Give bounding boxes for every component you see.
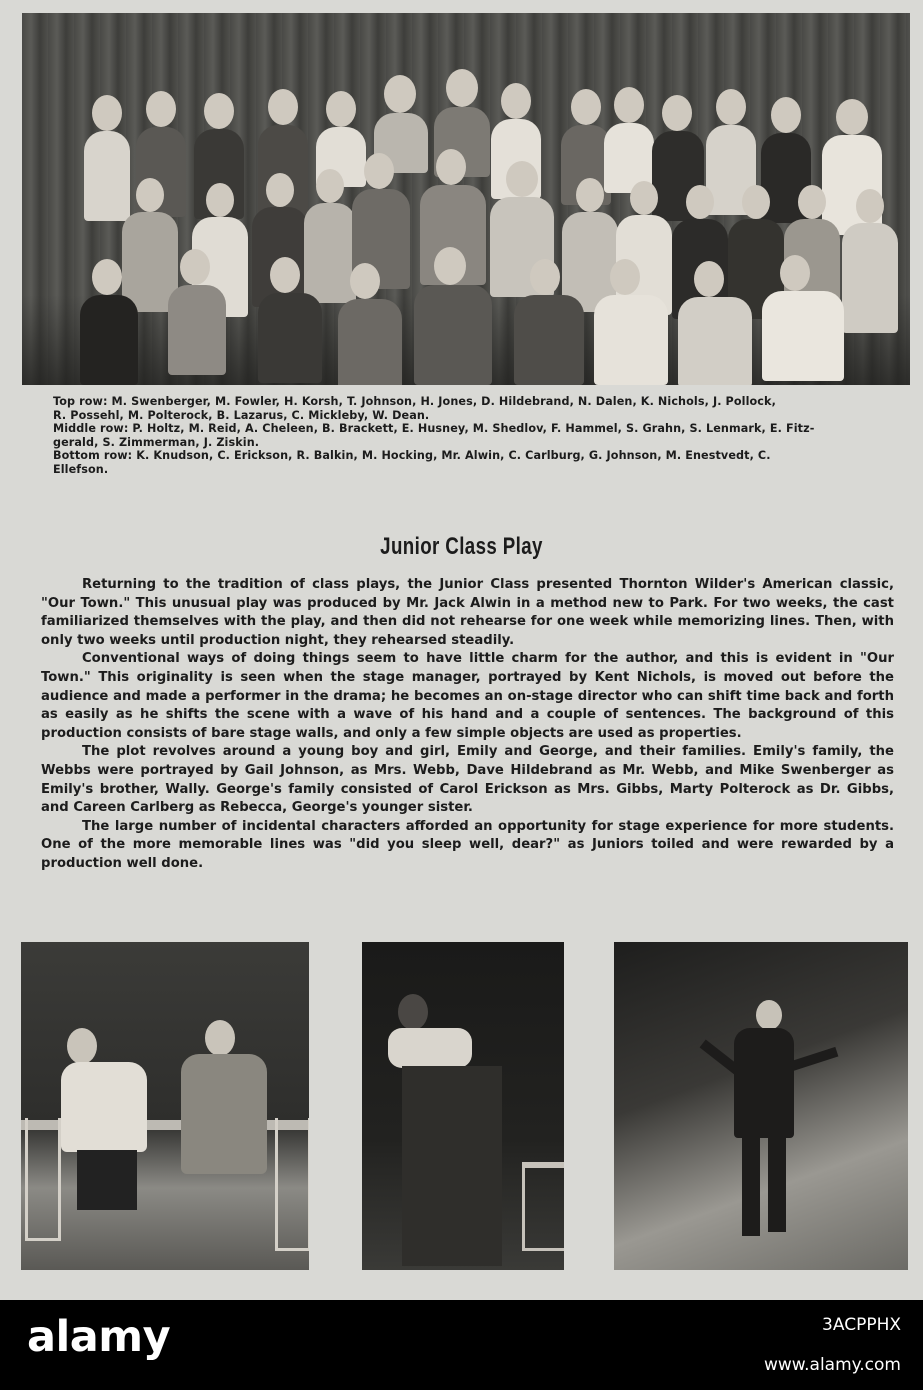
- article-paragraph: The plot revolves around a young boy and girl, Emily and George, and their families. Emily's family, the Webbs were portrayed by Gail Johnson, as Mrs. Webb, Dave Hildebrand as Mr. Webb, and Mike Swenberger as Emily's brother, Wally. George's family consisted of Carol Erickson as Mrs. Gibbs, Marty Polterock as Dr. Gibbs, and Careen Carlberg as Rebecca, George's younger sister.: [41, 744, 894, 816]
- caption-bottom-row: Bottom row: K. Knudson, C. Erickson, R. Balkin, M. Hocking, Mr. Alwin, C. Carlburg, G. Johnson, M. Enestvedt, C.: [53, 449, 771, 462]
- photo-caption: [53, 395, 905, 476]
- article-paragraph: The large number of incidental characters afforded an opportunity for stage experience for more students. One of the more memorable lines was "did you sleep well, dear?" as Juniors toiled and were rewarded by a production well done.: [41, 818, 894, 871]
- article-body: [41, 576, 894, 874]
- caption-bottom-row-cont: Ellefson.: [53, 462, 109, 476]
- article-paragraph: Returning to the tradition of class plays, the Junior Class presented Thornton Wilder's American classic, "Our Town." This unusual play was produced by Mr. Jack Alwin in a method new to Park. For two weeks, the cast familiarized themselves with the play, and then did not rehearse for one week while memorizing lines. Then, with only two weeks until production night, they rehearsed steadily.: [41, 577, 894, 648]
- caption-top-row-cont: R. Possehl, M. Polterock, B. Lazarus, C. Mickleby, W. Dean.: [53, 408, 430, 422]
- group-photo: [22, 13, 910, 385]
- caption-top-row: Top row: M. Swenberger, M. Fowler, H. Korsh, T. Johnson, H. Jones, D. Hildebrand, N. Dalen, K. Nichols, J. Pollock,: [53, 395, 776, 408]
- page-title: Junior Class Play: [380, 533, 543, 560]
- stage-photo-couple: [21, 942, 309, 1270]
- caption-middle-row-cont: gerald, S. Zimmerman, J. Ziskin.: [53, 435, 260, 449]
- stage-photo-stage-manager: [614, 942, 908, 1270]
- caption-middle-row: Middle row: P. Holtz, M. Reid, A. Cheleen, B. Brackett, E. Husney, M. Shedlov, F. Hammel, S. Grahn, S. Lenmark, E. Fitz-: [53, 422, 815, 435]
- stage-photo-actor-seated: [362, 942, 564, 1270]
- article-paragraph: Conventional ways of doing things seem to have little charm for the author, and this is evident in "Our Town." This originality is seen when the stage manager, portrayed by Kent Nichols, is moved out before the audience and made a performer in the drama; he becomes an on-stage director who can shift time back and forth as easily as he shifts the scene with a wave of his hand and a couple of sentences. The background of this production consists of bare stage walls, and only a few simple objects are used as properties.: [41, 651, 894, 741]
- alamy-logo: alamy: [27, 1312, 171, 1362]
- image-id: 3ACPPHX: [822, 1315, 901, 1335]
- site-url: www.alamy.com: [763, 1355, 901, 1375]
